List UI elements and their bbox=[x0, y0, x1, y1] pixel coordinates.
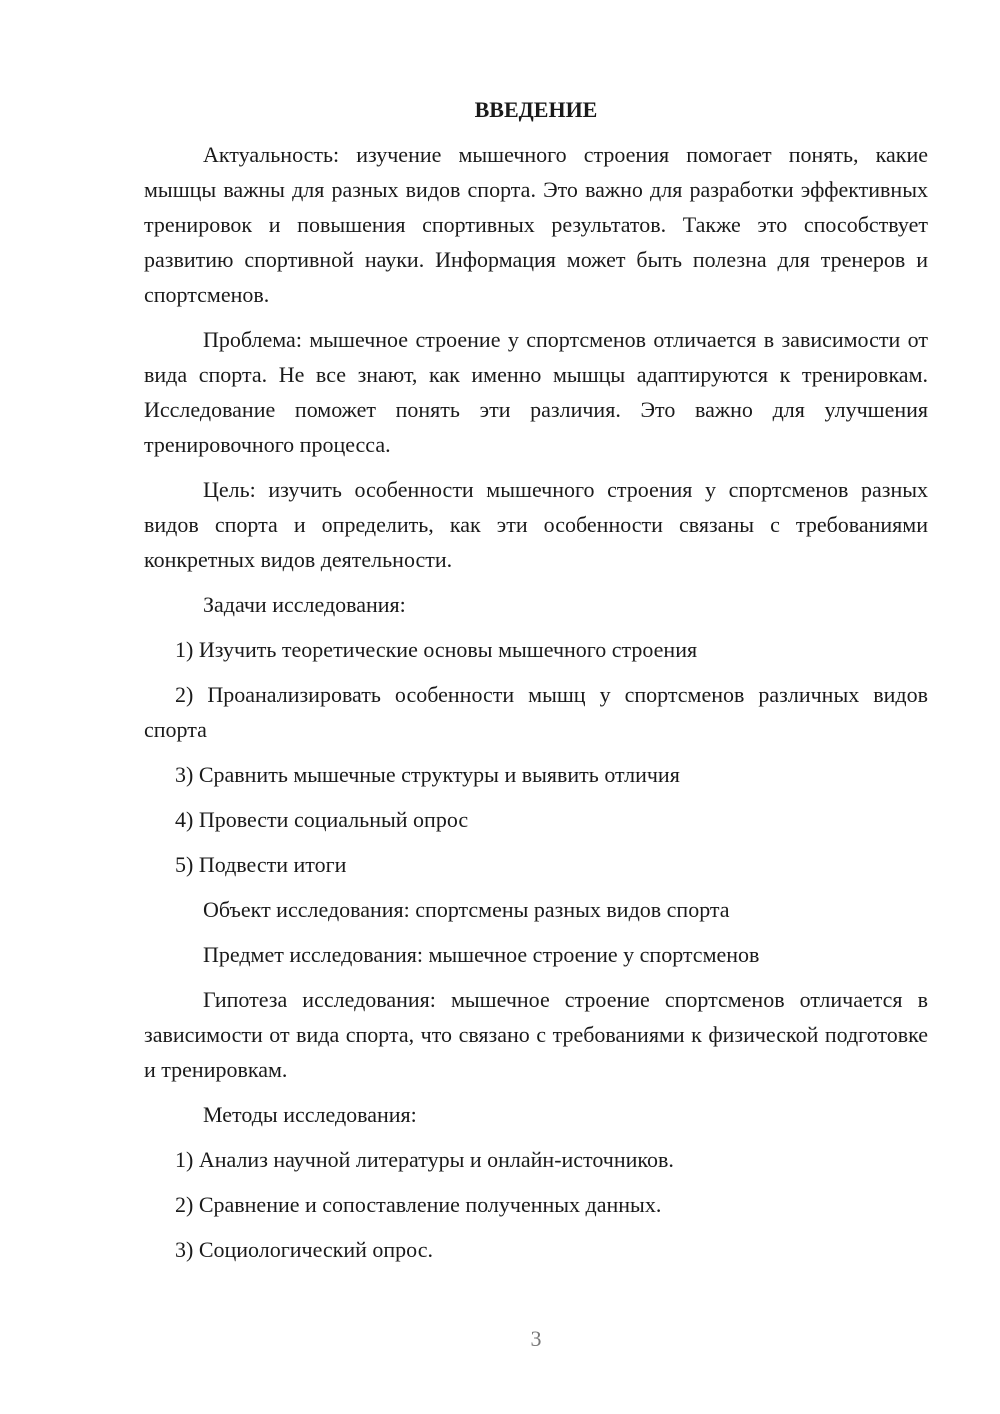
goal-paragraph: Цель: изучить особенности мышечного строения у спортсменов разных видов спорта и определить, как эти особенности связаны с требованиями конкретных видов деятельности. bbox=[144, 477, 928, 572]
problem-paragraph: Проблема: мышечное строение у спортсменов отличается в зависимости от вида спорта. Не все знают, как именно мышцы адаптируются к тренировкам. Исследование поможет понять эти различия. Это важно для улучшения тренировочного процесса. bbox=[144, 327, 928, 457]
relevance-paragraph: Актуальность: изучение мышечного строения помогает понять, какие мышцы важны для разных видов спорта. Это важно для разработки эффективных тренировок и повышения спортивных результатов. Также это способствует развитию спортивной науки. Информация может быть полезна для тренеров и спортсменов. bbox=[144, 142, 928, 307]
task-item: 4) Провести социальный опрос bbox=[175, 807, 469, 832]
research-subject: Предмет исследования: мышечное строение у спортсменов bbox=[203, 942, 760, 967]
research-hypothesis: Гипотеза исследования: мышечное строение спортсменов отличается в зависимости от вида спорта, что связано с требованиями к физической подготовке и тренировкам. bbox=[144, 987, 928, 1082]
task-item: 3) Сравнить мышечные структуры и выявить отличия bbox=[175, 762, 680, 787]
method-item: 2) Сравнение и сопоставление полученных данных. bbox=[175, 1192, 662, 1217]
task-item: 5) Подвести итоги bbox=[175, 852, 347, 877]
methods-heading: Методы исследования: bbox=[203, 1102, 417, 1127]
page-number: 3 bbox=[530, 1326, 542, 1351]
method-item: 3) Социологический опрос. bbox=[175, 1237, 433, 1262]
method-item: 1) Анализ научной литературы и онлайн-источников. bbox=[175, 1147, 674, 1172]
section-title: ВВЕДЕНИЕ bbox=[474, 97, 598, 122]
research-object: Объект исследования: спортсмены разных видов спорта bbox=[203, 897, 730, 922]
document-body bbox=[144, 92, 928, 1277]
task-item: 1) Изучить теоретические основы мышечного строения bbox=[175, 637, 698, 662]
task-item: 2) Проанализировать особенности мышц у спортсменов различных видов спорта bbox=[144, 682, 928, 742]
tasks-heading: Задачи исследования: bbox=[203, 592, 406, 617]
